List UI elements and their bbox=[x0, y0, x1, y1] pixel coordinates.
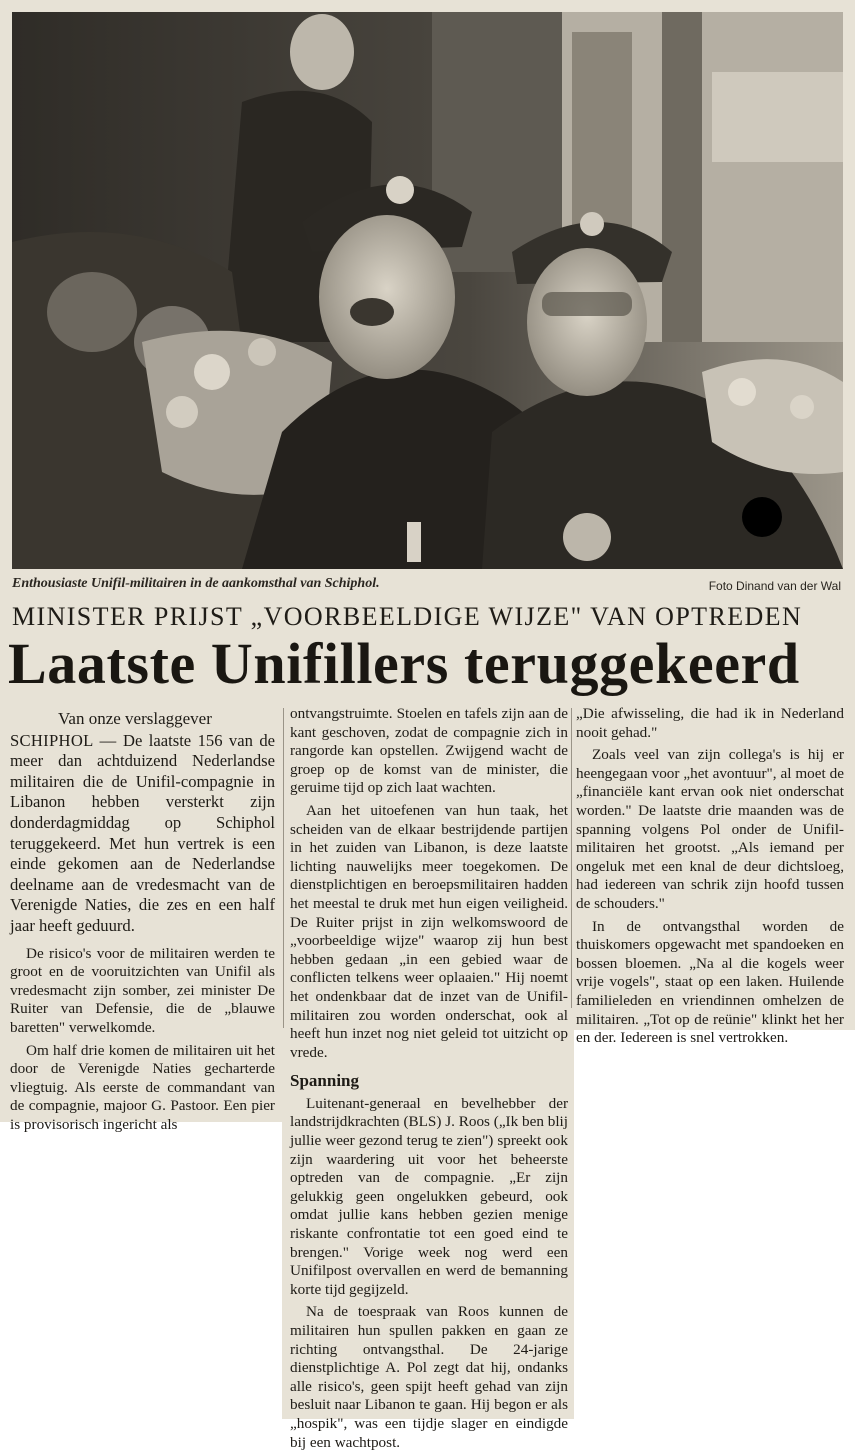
photo-credit: Foto Dinand van der Wal bbox=[708, 579, 841, 593]
dateline: SCHIPHOL — bbox=[10, 730, 117, 750]
paragraph: De risico's voor de militairen werden te groot en de vooruitzichten van Unifil als vredesmacht zijn somber, zei minister De Ruiter van Defensie, die de „blauwe baretten" verwelkomde. bbox=[10, 944, 275, 1036]
column-rule bbox=[283, 708, 284, 1028]
photo-caption: Enthousiaste Unifil-militairen in de aankomsthal van Schiphol. bbox=[12, 576, 380, 591]
paragraph: Luitenant-generaal en bevelhebber der landstrijdkrachten (BLS) J. Roos („Ik ben blij jullie weer gezond terug te zien") spreekt ook zijn waardering uit voor het beheerste optreden van de compagnie. „Er zijn gelukkig geen ongelukken gebeurd, ook omdat jullie kans hebben gezien menige riskante confrontatie tot een goed eind te brengen." Vorige week nog werd een Unifilpost overvallen en werd de bemanning korte tijd gegijzeld. bbox=[290, 1094, 568, 1298]
paragraph: „Die afwisseling, die had ik in Nederland nooit gehad." bbox=[576, 705, 844, 741]
byline: Van onze verslaggever bbox=[58, 709, 212, 728]
subheading: Spanning bbox=[290, 1071, 359, 1091]
paragraph: ontvangstruimte. Stoelen en tafels zijn aan de kant geschoven, zodat de compagnie zich in rangorde kan opstellen. Zwijgend wacht de groep op de komst van de minister, die geruime tijd op zich laat wachten. bbox=[290, 705, 568, 797]
paragraph: Om half drie komen de militairen uit het door de Verenigde Naties gecharterde vliegtuig. Als eerste de commandant van de compagnie, majoor G. Pastoor. Een pier is provisorisch ingericht als bbox=[10, 1041, 275, 1133]
news-photo bbox=[12, 12, 843, 569]
column-rule bbox=[571, 708, 572, 1008]
kicker-headline: MINISTER PRIJST „VOORBEELDIGE WIJZE" VAN OPTREDEN bbox=[12, 602, 803, 631]
lead-paragraph bbox=[10, 731, 275, 937]
paragraph: Zoals veel van zijn collega's is hij er heengegaan voor „het avontuur", al moet de „financiële kant ervan ook niet onderschat worden." De laatste drie maanden was de spanning volgens Pol onder de Unifil-militairen het grootst. „Als iemand per ongeluk met een knal de deur dichtsloeg, had iedereen van schrik zijn hoofd tussen de schouders." bbox=[576, 746, 844, 912]
article-column-1 bbox=[10, 710, 275, 1138]
paragraph: In de ontvangsthal worden de thuiskomers opgewacht met spandoeken en bossen bloemen. „Na al die kogels weer vrije vogels", staat op een laken. Huilende familieleden en vriendinnen omhelzen de militairen. „Tot op de reünie" klinkt het her en der. Iedereen is snel vertrokken. bbox=[576, 917, 844, 1047]
paragraph: Na de toespraak van Roos kunnen de militairen hun spullen pakken en gaan ze richting ontvangsthal. De 24-jarige dienstplichtige A. Pol zegt dat hij, ondanks alle risico's, geen spijt heeft gehad van zijn besluit naar Libanon te gaan. Hij begon er als „hospik", was een tijdje slager en eindigde bij een wachtpost. bbox=[290, 1303, 568, 1451]
lead-text: De laatste 156 van de meer dan achtduizend Nederlandse militairen die de Unifil-compagnie in Libanon hebben versterkt zijn donderdagmiddag op Schiphol teruggekeerd. Met hun vertrek is een einde gekomen aan de Nederlandse deelname aan de vredesmacht van de Verenigde Naties, die zes en een half jaar heeft geduurd. bbox=[10, 730, 275, 935]
main-headline: Laatste Unifillers teruggekeerd bbox=[8, 631, 800, 696]
article-column-2 bbox=[290, 705, 568, 1456]
paragraph: Aan het uitoefenen van hun taak, het scheiden van de elkaar bestrijdende partijen in het zuiden van Libanon, is deze laatste lichting nauwelijks meer toegekomen. De dienstplichtigen en beroepsmilitairen hadden het meestal te druk met hun eigen veiligheid. De Ruiter prijst in zijn welkomswoord de „voorbeeldige wijze" waarop zij hun best hebben gedaan „in een gebied waar de conflicten telkens weer oplaaien." Hij noemt het ondenkbaar dat de inzet van de Unifil-militairen zou worden onderschat, ook al heeft hun inzet nog niet geleid tot uitzicht op vrede. bbox=[290, 801, 568, 1061]
article-column-3 bbox=[576, 705, 844, 1052]
